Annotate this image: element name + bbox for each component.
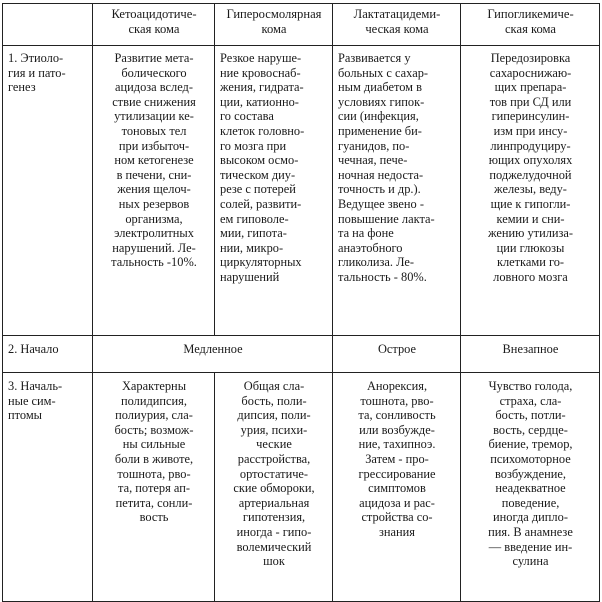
table-row-symptoms bbox=[3, 373, 600, 602]
header-hypoglycemic: Гипогликемиче- ская кома bbox=[461, 4, 600, 46]
cell-onset-ketoacidotic-hyperosmolar: Медленное bbox=[93, 336, 333, 373]
header-ketoacidotic: Кетоацидотиче- ская кома bbox=[93, 4, 215, 46]
coma-comparison-table bbox=[2, 3, 600, 602]
cell-symptoms-hypoglycemic: Чувство голода, страха, сла- бость, потли- вость, сердце- биение, тремор, психомоторное возбуждение, неадекватное поведение, иногда дипло- пия. В анамнезе — введение ин- сулина bbox=[461, 373, 600, 602]
row-label-symptoms: 3. Началь- ные сим- птомы bbox=[3, 373, 93, 602]
cell-etiology-lactic: Развивается у больных с сахар- ным диабетом в условиях гипок- сии (инфекция, применение би- гуанидов, по- чечная, пече- ночная недоста- точность и др.). Ведущее звено - повышение лакта- та на фоне анаэтобного гликолиза. Ле- тальность - 80%. bbox=[333, 46, 461, 336]
cell-etiology-hyperosmolar: Резкое наруше- ние кровоснаб- жения, гидрата- ции, катионно- го состава клеток головно- го мозга при высоком осмо- тическом диу- резе с потерей солей, развити- ем гиповоле- мии, гипота- нии, микро- циркуляторных нарушений bbox=[215, 46, 333, 336]
header-lactic-acidemic: Лактатацидеми- ческая кома bbox=[333, 4, 461, 46]
table-header-row bbox=[3, 4, 600, 46]
cell-symptoms-lactic: Анорексия, тошнота, рво- та, сонливость или возбужде- ние, тахипноэ. Затем - про- грессирование симптомов ацидоза и рас- стройства со- знания bbox=[333, 373, 461, 602]
cell-onset-hypoglycemic: Внезапное bbox=[461, 336, 600, 373]
cell-symptoms-hyperosmolar: Общая сла- бость, поли- дипсия, поли- урия, психи- ческие расстройства, ортостатиче- ские обмороки, артериальная гипотензия, иногда - гипо- волемический шок bbox=[215, 373, 333, 602]
row-label-etiology: 1. Этиоло- гия и пато- генез bbox=[3, 46, 93, 336]
header-hyperosmolar: Гиперосмолярная кома bbox=[215, 4, 333, 46]
table-row-etiology bbox=[3, 46, 600, 336]
cell-onset-lactic: Острое bbox=[333, 336, 461, 373]
cell-etiology-ketoacidotic: Развитие мета- болического ацидоза вслед- ствие снижения утилизации ке- тоновых тел при избыточ- ном кетогенезе в печени, сни- жения щелоч- ных резервов организма, электролитных нарушений. Ле- тальность -10%. bbox=[93, 46, 215, 336]
row-label-onset: 2. Начало bbox=[3, 336, 93, 373]
cell-etiology-hypoglycemic: Передозировка сахароснижаю- щих препара- тов при СД или гиперинсулин- изм при инсу- линпродуциру- ющих опухолях поджелудочной железы, веду- щие к гипогли- кемии и сни- жению утилиза- ции глюкозы клетками го- ловного мозга bbox=[461, 46, 600, 336]
header-empty-cell bbox=[3, 4, 93, 46]
cell-symptoms-ketoacidotic: Характерны полидипсия, полиурия, сла- бость; возмож- ны сильные боли в животе, тошнота, рво- та, потеря ап- петита, сонли- вость bbox=[93, 373, 215, 602]
table-row-onset bbox=[3, 336, 600, 373]
